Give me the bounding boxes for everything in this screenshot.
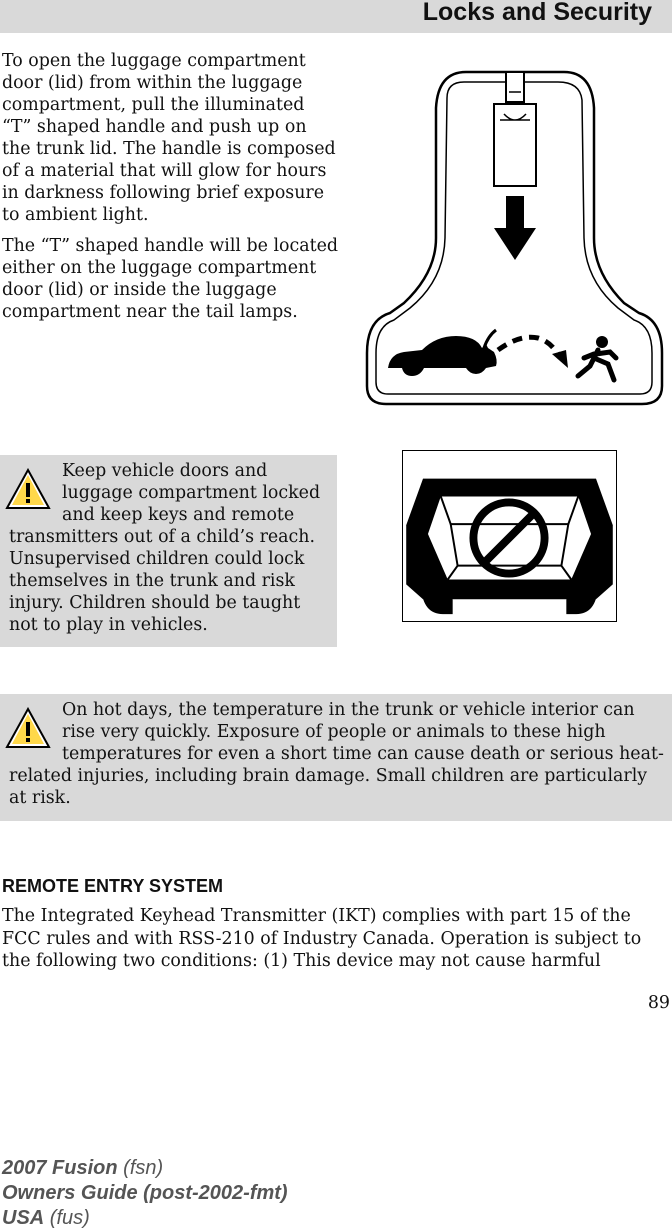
no-children-in-trunk-figure	[402, 450, 617, 622]
header-bar	[0, 0, 672, 33]
warning-text-heat: On hot days, the temperature in the trunk or vehicle interior can rise very quickly. Exposure of people or animals to these high temperatures for even a short time can cause death or serious heat-related injuries, including brain damage. Small children are particularly at risk.	[9, 700, 664, 808]
page-title: Locks and Security	[422, 0, 652, 26]
footer-model: 2007 Fusion	[2, 1157, 118, 1179]
page-number: 89	[647, 993, 670, 1013]
footer-market-code: (fus)	[49, 1207, 90, 1229]
warning-triangle-icon	[5, 468, 51, 510]
t-handle-illustration	[364, 68, 664, 408]
warning-triangle-icon	[5, 707, 51, 749]
footer-line-1	[2, 1156, 288, 1181]
no-children-in-trunk-icon	[403, 451, 616, 621]
intro-paragraph-2: The “T” shaped handle will be located either on the luggage compartment door (lid) or inside the luggage compartment near the tail lamps.	[2, 236, 338, 322]
section-heading: REMOTE ENTRY SYSTEM	[2, 876, 224, 896]
warning-box-children	[0, 455, 337, 647]
footer-line-2: Owners Guide (post-2002-fmt)	[2, 1182, 288, 1204]
section-body: The Integrated Keyhead Transmitter (IKT) complies with part 15 of the FCC rules and with RSS-210 of Industry Canada. Operation is subject to the following two conditions: (1) This device may not cause harmful	[2, 906, 642, 971]
footer-market: USA	[2, 1207, 45, 1229]
footer-line-3	[2, 1206, 288, 1231]
intro-text	[2, 50, 338, 332]
footer-model-code: (fsn)	[123, 1157, 164, 1179]
intro-paragraph-1: To open the luggage compartment door (lid) from within the luggage compartment, pull the illuminated “T” shaped handle and push up on the trunk lid. The handle is composed of a material that will glow for hours in darkness following brief exposure to ambient light.	[2, 51, 336, 225]
warning-text-children: Keep vehicle doors and luggage compartment locked and keep keys and remote transmitters out of a child’s reach. Unsupervised children could lock themselves in the trunk and risk injury. Children should be taught not to play in vehicles.	[9, 461, 321, 635]
footer	[2, 1156, 288, 1231]
warning-box-heat	[0, 694, 672, 821]
